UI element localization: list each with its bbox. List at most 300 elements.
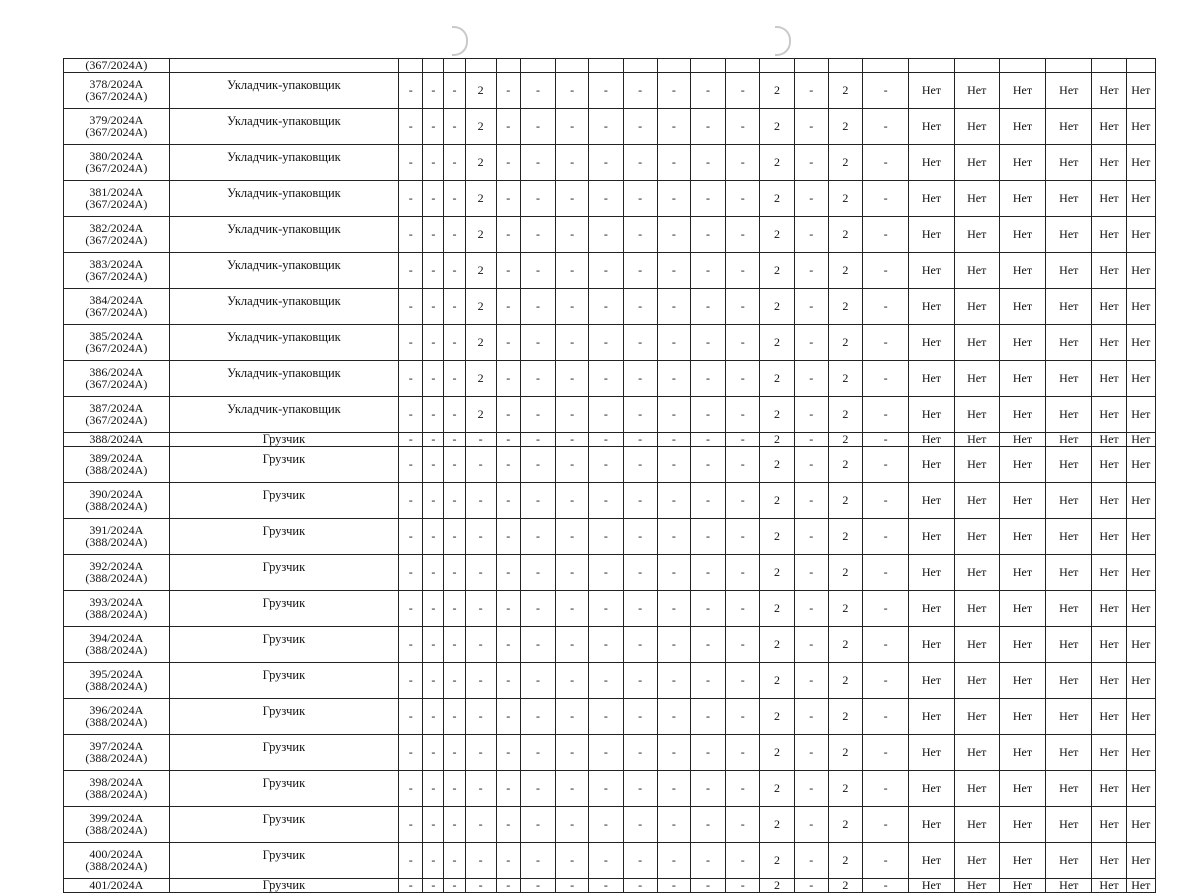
value-cell: Нет (1046, 734, 1092, 770)
value-cell: - (589, 590, 623, 626)
position-name: Укладчик-упаковщик (169, 180, 398, 216)
value-cell: Нет (1126, 252, 1155, 288)
table-row (64, 288, 1156, 324)
value-cell: - (423, 482, 444, 518)
value-cell: - (556, 662, 589, 698)
value-cell: 2 (760, 554, 794, 590)
value-cell: - (465, 446, 496, 482)
workplace-number: 390/2024А (89, 486, 144, 501)
value-cell: Нет (999, 446, 1045, 482)
table-row (64, 626, 1156, 662)
workplace-code (64, 734, 170, 770)
value-cell: 2 (828, 482, 862, 518)
position-name: Укладчик-упаковщик (169, 216, 398, 252)
value-cell: - (399, 252, 423, 288)
table-row (64, 806, 1156, 842)
workplace-number: 387/2024А (89, 400, 144, 415)
value-cell: 2 (465, 108, 496, 144)
value-cell: - (399, 842, 423, 878)
value-cell: Нет (954, 216, 999, 252)
value-cell: - (726, 144, 760, 180)
value-cell: 2 (760, 734, 794, 770)
value-cell: - (423, 396, 444, 432)
value-cell: Нет (1046, 432, 1092, 446)
value-cell: - (423, 554, 444, 590)
value-cell: - (399, 662, 423, 698)
analog-workplace-number: (367/2024А) (85, 377, 148, 391)
value-cell: - (623, 446, 657, 482)
value-cell: 2 (760, 396, 794, 432)
value-cell: Нет (999, 288, 1045, 324)
value-cell: - (589, 72, 623, 108)
value-cell: - (589, 108, 623, 144)
value-cell: - (465, 698, 496, 734)
value-cell: - (444, 482, 465, 518)
value-cell: - (589, 180, 623, 216)
value-cell: - (496, 590, 520, 626)
value-cell: Нет (1126, 288, 1155, 324)
value-cell: - (444, 734, 465, 770)
table-row (64, 72, 1156, 108)
value-cell: - (444, 396, 465, 432)
value-cell: - (465, 842, 496, 878)
value-cell: - (399, 878, 423, 892)
value-cell: Нет (999, 72, 1045, 108)
value-cell: - (444, 432, 465, 446)
value-cell: 2 (828, 288, 862, 324)
value-cell: 2 (465, 288, 496, 324)
value-cell: - (399, 72, 423, 108)
table-row (64, 662, 1156, 698)
workplace-code (64, 360, 170, 396)
value-cell: - (465, 806, 496, 842)
value-cell: - (863, 734, 909, 770)
value-cell: - (863, 396, 909, 432)
value-cell: - (556, 770, 589, 806)
value-cell: - (657, 590, 690, 626)
value-cell: - (589, 770, 623, 806)
value-cell: - (726, 734, 760, 770)
value-cell: - (690, 144, 725, 180)
value-cell: - (496, 482, 520, 518)
value-cell: Нет (1092, 216, 1126, 252)
value-cell: - (657, 554, 690, 590)
workplace-number: 382/2024А (89, 220, 144, 235)
value-cell: 2 (760, 144, 794, 180)
value-cell: - (423, 734, 444, 770)
value-cell: - (444, 360, 465, 396)
value-cell: - (444, 518, 465, 554)
value-cell: - (623, 878, 657, 892)
value-cell: - (863, 770, 909, 806)
value-cell: - (690, 446, 725, 482)
value-cell: 2 (760, 518, 794, 554)
value-cell: Нет (1126, 842, 1155, 878)
value-cell: 2 (760, 288, 794, 324)
value-cell: Нет (1092, 590, 1126, 626)
value-cell: Нет (1126, 108, 1155, 144)
value-cell: - (444, 180, 465, 216)
value-cell: - (520, 216, 555, 252)
value-cell: - (556, 842, 589, 878)
value-cell: 2 (828, 72, 862, 108)
position-name: Укладчик-упаковщик (169, 72, 398, 108)
value-cell: Нет (1046, 878, 1092, 892)
value-cell: Нет (909, 288, 954, 324)
value-cell: Нет (999, 144, 1045, 180)
workplace-number: 398/2024А (89, 774, 144, 789)
value-cell: - (496, 108, 520, 144)
value-cell: - (690, 108, 725, 144)
value-cell: Нет (954, 698, 999, 734)
value-cell: 2 (828, 662, 862, 698)
workplace-number: 400/2024А (89, 846, 144, 861)
value-cell: Нет (1046, 626, 1092, 662)
value-cell: Нет (1126, 396, 1155, 432)
value-cell: - (623, 396, 657, 432)
value-cell: 2 (828, 554, 862, 590)
value-cell: Нет (1092, 324, 1126, 360)
value-cell: Нет (1046, 770, 1092, 806)
workplace-number: 384/2024А (89, 292, 144, 307)
value-cell: - (399, 108, 423, 144)
value-cell: - (657, 180, 690, 216)
value-cell: - (863, 518, 909, 554)
value-cell: - (726, 446, 760, 482)
workplace-code (64, 252, 170, 288)
workplace-code (64, 806, 170, 842)
value-cell: - (794, 770, 828, 806)
value-cell: Нет (1092, 432, 1126, 446)
value-cell: - (520, 180, 555, 216)
value-cell: - (423, 72, 444, 108)
value-cell: - (623, 288, 657, 324)
value-cell: - (496, 446, 520, 482)
value-cell: 2 (760, 770, 794, 806)
value-cell: Нет (1092, 806, 1126, 842)
value-cell: Нет (1126, 360, 1155, 396)
position-name: Грузчик (169, 554, 398, 590)
value-cell: Нет (909, 842, 954, 878)
value-cell: Нет (954, 180, 999, 216)
value-cell: - (726, 590, 760, 626)
value-cell: - (690, 360, 725, 396)
table-row (64, 554, 1156, 590)
value-cell: - (623, 360, 657, 396)
value-cell: - (589, 806, 623, 842)
value-cell: - (520, 770, 555, 806)
value-cell: - (444, 878, 465, 892)
value-cell: 2 (828, 432, 862, 446)
position-name: Грузчик (169, 446, 398, 482)
value-cell: - (399, 698, 423, 734)
value-cell: - (556, 698, 589, 734)
value-cell: - (690, 806, 725, 842)
workplace-code (64, 72, 170, 108)
value-cell: - (423, 878, 444, 892)
value-cell: - (589, 446, 623, 482)
workplace-code (64, 108, 170, 144)
value-cell: - (423, 518, 444, 554)
value-cell: - (726, 180, 760, 216)
value-cell: - (657, 518, 690, 554)
value-cell: - (589, 878, 623, 892)
value-cell: - (520, 590, 555, 626)
position-name: Грузчик (169, 432, 398, 446)
value-cell: - (496, 288, 520, 324)
value-cell: - (623, 180, 657, 216)
value-cell: - (794, 446, 828, 482)
value-cell: - (496, 734, 520, 770)
value-cell: - (690, 554, 725, 590)
value-cell: - (520, 482, 555, 518)
value-cell: - (863, 806, 909, 842)
value-cell: - (726, 396, 760, 432)
value-cell: - (589, 216, 623, 252)
value-cell: 2 (465, 252, 496, 288)
value-cell: - (623, 144, 657, 180)
position-name: Укладчик-упаковщик (169, 396, 398, 432)
value-cell: Нет (999, 878, 1045, 892)
workplace-code (64, 590, 170, 626)
value-cell: Нет (1046, 324, 1092, 360)
table-row (64, 842, 1156, 878)
value-cell: - (863, 626, 909, 662)
workplace-number: 397/2024А (89, 738, 144, 753)
value-cell: - (444, 324, 465, 360)
workplace-code (64, 396, 170, 432)
workplace-code (64, 324, 170, 360)
value-cell: - (444, 842, 465, 878)
value-cell: - (399, 216, 423, 252)
value-cell: - (444, 252, 465, 288)
value-cell: Нет (999, 842, 1045, 878)
value-cell: - (496, 770, 520, 806)
value-cell: - (399, 554, 423, 590)
value-cell: Нет (1046, 360, 1092, 396)
value-cell: - (399, 734, 423, 770)
value-cell: - (465, 770, 496, 806)
value-cell: - (794, 734, 828, 770)
value-cell: Нет (1126, 878, 1155, 892)
analog-workplace-number: (388/2024А) (85, 751, 148, 765)
value-cell: - (657, 878, 690, 892)
value-cell: - (520, 878, 555, 892)
value-cell: - (399, 180, 423, 216)
value-cell: Нет (1092, 108, 1126, 144)
value-cell: Нет (909, 482, 954, 518)
value-cell: Нет (999, 396, 1045, 432)
value-cell: - (794, 432, 828, 446)
value-cell: - (863, 842, 909, 878)
value-cell: 2 (760, 662, 794, 698)
value-cell: Нет (909, 180, 954, 216)
value-cell: - (399, 518, 423, 554)
value-cell: - (690, 518, 725, 554)
analog-workplace-number: (388/2024А) (85, 607, 148, 621)
value-cell: Нет (1126, 770, 1155, 806)
value-cell: - (794, 518, 828, 554)
value-cell: - (794, 72, 828, 108)
value-cell: - (520, 396, 555, 432)
value-cell: Нет (909, 770, 954, 806)
value-cell: 2 (828, 806, 862, 842)
value-cell: Нет (1046, 590, 1092, 626)
value-cell: Нет (954, 518, 999, 554)
value-cell: - (465, 878, 496, 892)
value-cell: - (589, 734, 623, 770)
value-cell: 2 (760, 432, 794, 446)
workplace-number: 399/2024А (89, 810, 144, 825)
value-cell: - (726, 842, 760, 878)
workplace-number: 385/2024А (89, 328, 144, 343)
analog-workplace-number: (367/2024А) (85, 89, 148, 103)
value-cell: - (556, 252, 589, 288)
value-cell: - (423, 698, 444, 734)
value-cell: Нет (1092, 518, 1126, 554)
value-cell: - (465, 590, 496, 626)
value-cell: 2 (760, 180, 794, 216)
value-cell: 2 (760, 806, 794, 842)
position-name: Грузчик (169, 482, 398, 518)
workplace-number: 383/2024А (89, 256, 144, 271)
value-cell: - (520, 662, 555, 698)
value-cell: - (556, 878, 589, 892)
value-cell: 2 (828, 108, 862, 144)
value-cell: Нет (909, 432, 954, 446)
value-cell: - (399, 770, 423, 806)
value-cell: Нет (1126, 432, 1155, 446)
value-cell: 2 (760, 252, 794, 288)
value-cell: - (623, 252, 657, 288)
value-cell: Нет (909, 360, 954, 396)
table-row (64, 878, 1156, 892)
value-cell: - (863, 662, 909, 698)
punch-hole-left (452, 26, 468, 56)
value-cell: - (496, 662, 520, 698)
value-cell: - (657, 626, 690, 662)
value-cell: - (423, 108, 444, 144)
value-cell: - (496, 216, 520, 252)
value-cell: - (657, 108, 690, 144)
value-cell: - (520, 554, 555, 590)
value-cell: - (657, 360, 690, 396)
analog-workplace-number: (367/2024А) (85, 413, 148, 427)
value-cell: - (794, 324, 828, 360)
value-cell: - (589, 324, 623, 360)
value-cell: - (465, 554, 496, 590)
value-cell: - (794, 144, 828, 180)
position-name: Укладчик-упаковщик (169, 252, 398, 288)
value-cell: Нет (1092, 360, 1126, 396)
value-cell: - (794, 216, 828, 252)
value-cell: Нет (909, 698, 954, 734)
value-cell: - (496, 396, 520, 432)
value-cell: - (690, 842, 725, 878)
value-cell: - (690, 878, 725, 892)
value-cell: - (863, 446, 909, 482)
workplace-code (64, 288, 170, 324)
analog-workplace-number: (388/2024А) (85, 571, 148, 585)
value-cell: - (623, 662, 657, 698)
table-row (64, 482, 1156, 518)
value-cell: Нет (999, 626, 1045, 662)
value-cell: Нет (1126, 806, 1155, 842)
value-cell: - (399, 432, 423, 446)
value-cell: Нет (1126, 590, 1155, 626)
value-cell: 2 (828, 252, 862, 288)
value-cell: - (496, 180, 520, 216)
value-cell: - (520, 806, 555, 842)
value-cell: Нет (1092, 180, 1126, 216)
value-cell: - (465, 734, 496, 770)
value-cell: - (690, 590, 725, 626)
value-cell: - (556, 554, 589, 590)
value-cell: Нет (999, 216, 1045, 252)
workplace-number: 389/2024А (89, 450, 144, 465)
value-cell: Нет (1092, 288, 1126, 324)
value-cell: Нет (1126, 698, 1155, 734)
value-cell: - (657, 396, 690, 432)
value-cell: Нет (1092, 482, 1126, 518)
value-cell: Нет (954, 432, 999, 446)
value-cell: 2 (828, 590, 862, 626)
value-cell: Нет (999, 108, 1045, 144)
value-cell: 2 (828, 626, 862, 662)
value-cell: Нет (909, 252, 954, 288)
value-cell: - (423, 216, 444, 252)
table-row (64, 590, 1156, 626)
position-name: Грузчик (169, 842, 398, 878)
value-cell: - (794, 806, 828, 842)
value-cell: - (520, 144, 555, 180)
value-cell: Нет (1092, 396, 1126, 432)
value-cell: - (690, 72, 725, 108)
value-cell: - (556, 806, 589, 842)
value-cell: Нет (999, 554, 1045, 590)
value-cell: Нет (954, 108, 999, 144)
value-cell: - (423, 180, 444, 216)
value-cell: Нет (1046, 482, 1092, 518)
value-cell: Нет (999, 806, 1045, 842)
value-cell: 2 (465, 216, 496, 252)
value-cell: - (863, 698, 909, 734)
value-cell: Нет (999, 180, 1045, 216)
table-row (64, 734, 1156, 770)
table-row (64, 216, 1156, 252)
value-cell: Нет (1046, 252, 1092, 288)
value-cell: Нет (999, 482, 1045, 518)
value-cell: - (589, 626, 623, 662)
value-cell: - (726, 252, 760, 288)
value-cell: - (726, 288, 760, 324)
value-cell: - (726, 216, 760, 252)
analog-workplace-number: (367/2024А) (85, 125, 148, 139)
analog-workplace-number: (367/2024А) (85, 341, 148, 355)
value-cell: - (520, 842, 555, 878)
value-cell: - (496, 698, 520, 734)
value-cell: - (399, 324, 423, 360)
value-cell: Нет (999, 518, 1045, 554)
value-cell: Нет (1046, 108, 1092, 144)
value-cell: - (556, 288, 589, 324)
workplace-number: 393/2024А (89, 594, 144, 609)
workplace-number: 386/2024А (89, 364, 144, 379)
value-cell: - (399, 482, 423, 518)
value-cell: Нет (1092, 878, 1126, 892)
value-cell: - (690, 216, 725, 252)
workplace-code (64, 518, 170, 554)
